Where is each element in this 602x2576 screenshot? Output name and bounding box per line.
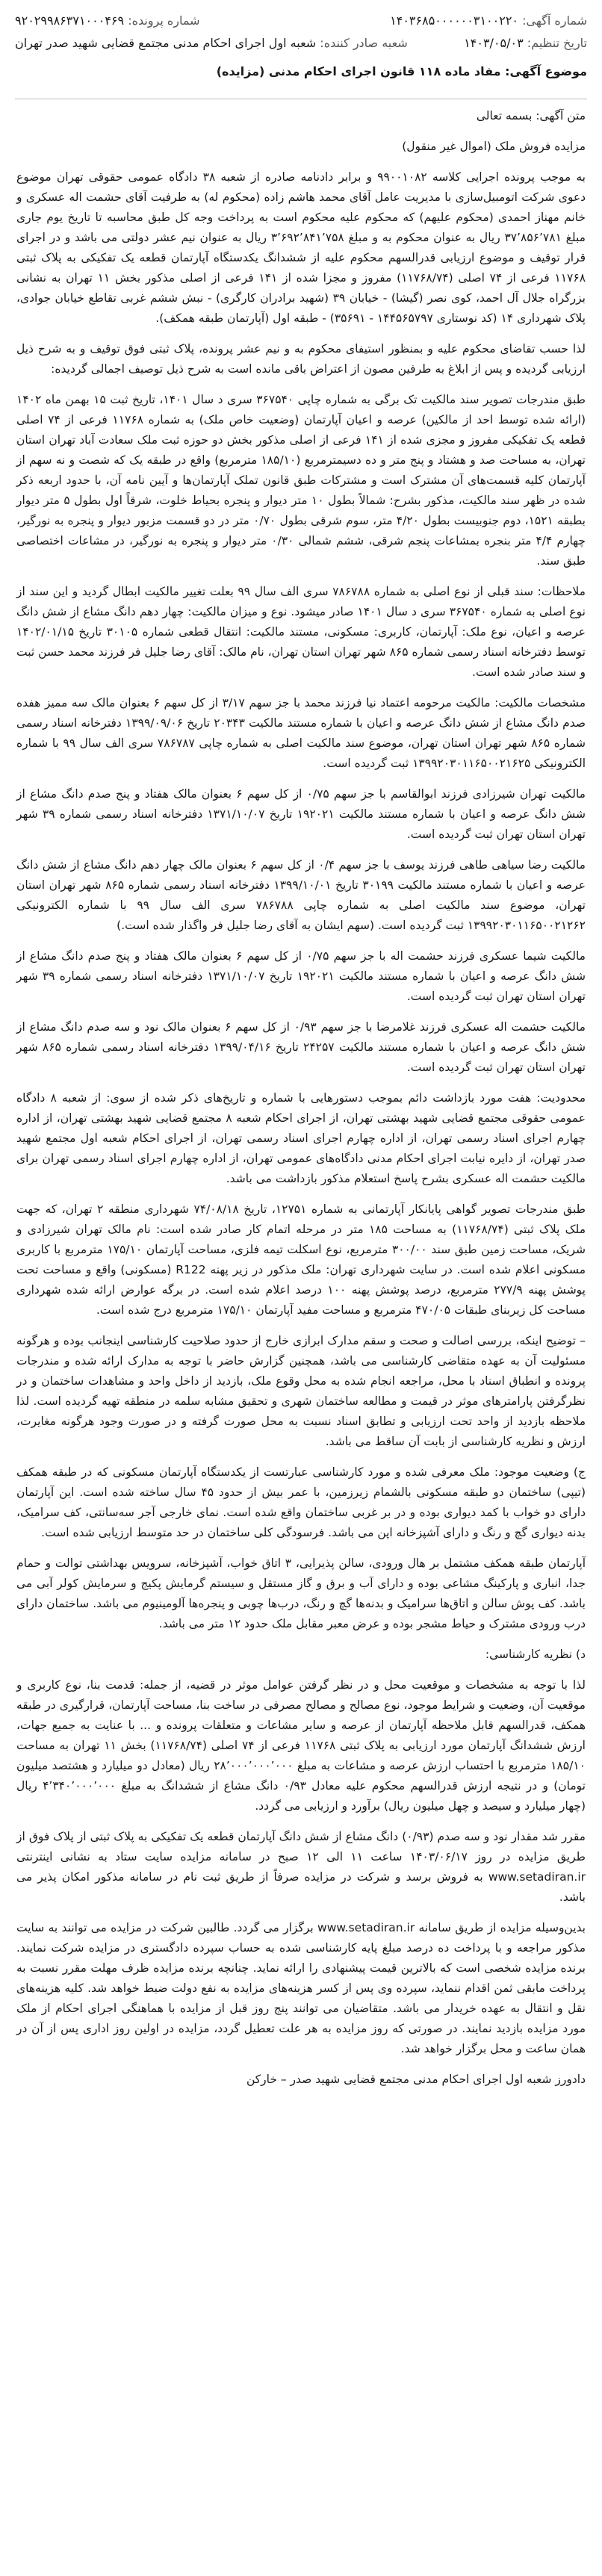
notice-number (390, 13, 587, 28)
notice-date (464, 36, 587, 50)
issuer-label: شعبه صادر کننده: (320, 36, 408, 50)
text-label: متن آگهی: بسمه تعالی (476, 109, 586, 122)
paragraph: مالکیت شیما عسکری فرزند حشمت اله با جز سهم ۰/۷۵ از کل سهم ۶ بعنوان مالک هفتاد و پنج صدم دانگ مشاع از شش دانگ عرصه و اعیان با شماره مستند مالکیت ۱۹۲۰۲۱ تاریخ ۱۳۷۱/۱۰/۰۷ دفترخانه اسناد رسمی شماره ۳۹ شهر تهران استان تهران ثبت گردیده است. (16, 949, 586, 1003)
issuer (15, 36, 408, 50)
paragraph: مالکیت رضا سیاهی طاهی فرزند یوسف با جز سهم ۰/۴ از کل سهم ۶ بعنوان مالک چهار دهم دانگ مشاع از شش دانگ عرصه و اعیان با شماره مستند مالکیت ۳۰۱۹۹ تاریخ ۱۳۹۹/۱۰/۰۱ دفترخانه اسناد رسمی شماره ۸۶۵ شهر تهران استان تهران، موضوع سند مالکیت اصلی به شماره چاپی ۷۸۶۷۸۸ سری الف سال ۹۹ با شماره الکترونیکی ۱۳۹۹۲۰۳۰۱۱۶۵۰۰۲۱۲۶۲ ثبت گردیده است. (سهم ایشان به آقای رضا جلیل فر واگذار شده است.) (16, 858, 586, 932)
signature: دادورز شعبه اول اجرای احکام مدنی مجتمع قضایی شهید صدر – خارکن (246, 2073, 586, 2086)
notice-header (15, 13, 587, 94)
paragraph: آپارتمان طبقه همکف مشتمل بر هال ورودی، سالن پذیرایی، ۳ اتاق خواب، آشپزخانه، سرویس بهداشتی توالت و حمام جدا، انباری و پارکینگ مشاعی بوده و دارای آب و برق و گاز مستقل و سیستم گرمایش پکیج و سرمایش کولر آبی می باشد. کف پوش سالن و اتاق‌ها سرامیک و بدنه‌ها گچ و رنگ، درب‌ها چوبی و پنجره‌ها آلومینیوم می باشد. ساختمان دارای درب ورودی مشترک و حیاط مشجر بوده و عرض معبر مقابل ملک حدود ۱۲ متر می باشد. (16, 1557, 586, 1630)
file-number-value: ۹۲۰۲۹۹۸۶۳۷۱۰۰۰۴۶۹ (15, 13, 125, 28)
notice-date-label: تاریخ تنظیم: (527, 36, 587, 50)
paragraph: طبق مندرجات تصویر گواهی پایانکار آپارتمانی به شماره ۱۲۷۵۱، تاریخ ۷۴/۰۸/۱۸ شهرداری منطقه ۲ تهران، که جهت ملک پلاک ثبتی (۱۱۷۶۸/۷۴) به مساحت ۱۸۵ متر در مرحله اتمام کار صادر شده است: نام مالک تهران شیرزادی و شریک، مساحت زمین طبق سند ۳۰۰/۰۰ مترمربع، نوع اسکلت تیمه فلزی، مساحت آپارتمان ۱۷۵/۱۰ مترمربع با کاربری مسکونی اعلام شده است. در سایت شهرداری تهران: ملک مذکور در زیر پهنه R122 (مسکونی) واقع و مساحت تحت پوشش پهنه ۲۷۷/۹ مترمربع، درصد پوشش پهنه ۱۰۰ درصد اعلام شده است. در برگه عوارض ارائه شده شهرداری مساحت کل زیربنای طبقات ۴۷۰/۰۵ مترمربع و مساحت مفید آپارتمان ۱۷۵/۱۰ مترمربع درج شده است. (16, 1202, 586, 1317)
paragraph: – توضیح اینکه، بررسی اصالت و صحت و سقم مدارک ابرازی خارج از حدود صلاحیت کارشناسی اینجانب بوده و هرگونه مسئولیت آن به عهده متقاضی کارشناسی می باشد، همچنین گزارش حاضر با توجه به مدارک ارائه شده و مندرجات پرونده و انطباق اسناد با محل، مراجعه انجام شده به محل وقوع ملک، بازدید از داخل واحد و مشاهدات ساختمان و در نظرگرفتن پارامترهای موثر در قیمت و مطالعه ساختمان شهری و تحقیق مشابه سلمه در منطقه تهیه گردیده است. لذا ملاحظه بازدید از واحد تحت ارزیابی و تطابق اسناد نسبت به محل صورت گرفته و در صورت وجود هرگونه مغایرت، ارزش و نظریه کارشناسی از بابت آن ساقط می باشد. (16, 1334, 586, 1448)
paragraph: محدودیت: هفت مورد بازداشت دائم بموجب دستورهایی با شماره و تاریخ‌های ذکر شده از سوی: از شعبه ۸ دادگاه عمومی حقوقی مجتمع قضایی شهید بهشتی تهران، از اجرای احکام شعبه ۸ مجتمع قضایی شهید بهشتی تهران، از اداره چهارم اجرای اسناد رسمی تهران، از اداره چهارم اجرای اسناد رسمی تهران، از اجرای احکام شعبه اول مجتمع شهید صدر تهران، از دایره نیابت اجرای احکام مدنی دادگاه‌های عمومی تهران، از اداره چهارم اجرای اسناد رسمی تهران برای مالکیت حشمت اله عسکری بشرح پاسخ استعلام مذکور بازداشت می باشد. (16, 1091, 586, 1185)
paragraph: لذا حسب تقاضای محکوم علیه و بمنظور استیفای محکوم به و نیم عشر پرونده، پلاک ثبتی فوق توقیف و به شرح ذیل ارزیابی گردیده و پس از ابلاغ به طرفین مصون از اعتراض باقی مانده است به شرح ذیل توصیف اجمالی گردیده: (16, 342, 586, 376)
paragraph: طبق مندرجات تصویر سند مالکیت تک برگی به شماره چاپی ۳۶۷۵۴۰ سری د سال ۱۴۰۱، تاریخ ثبت ۱۵ بهمن ماه ۱۴۰۲ (ارائه شده توسط احد از مالکین) عرصه و اعیان آپارتمان (وضعیت خاص ملک) به شماره ۱۱۷۶۸ فرعی از ۷۴ اصلی قطعه یک تفکیکی مفروز و مجزی شده از ۱۴۱ فرعی از اصلی مذکور بخش دو حوزه ثبت ملک سعادت آباد تهران استان تهران، به مساحت صد و هشتاد و پنج متر و ده دسیمترمربع (۱۸۵/۱۰ مترمربع) واقع در طبقه یک که شصت و نه سهم از آپارتمان کلیه قسمت‌های آن مشترک است و مشترکات طبق قانون تملک آپارتمان‌ها و آیین نامه آن، با حدود اربعه ذکر شده در ظهر سند مالکیت، مذکور بشرح: شمالاً بطول ۱۰ متر دیوار و پنجره بحیاط خلوت، شرقاً اول بطول ۵ متر دیوار بطبقه ۱۵۲۱، دوم جنوبیست بطول ۴/۲۰ متر، سوم شرقی بطول ۰/۷۰ متر در دو قسمت مزبور دیوار و پنجره به نورگیر، چهارم ۴/۴ متر بنجره بمشاعات پنجم شرقی، ششم شمالی ۰/۳۰ متر دیوار و پنجره به نورگیر، در مشاعات اختصاصی طبق سند. (16, 393, 586, 568)
notice-date-value: ۱۴۰۳/۰۵/۰۳ (464, 36, 524, 50)
paragraph: مشخصات مالکیت: مالکیت مرحومه اعتماد نیا فرزند محمد با جز سهم ۳/۱۷ از کل سهم ۶ بعنوان مالک سه ممیز هفده صدم دانگ مشاع از شش دانگ عرصه و اعیان با شماره مستند مالکیت ۲۰۳۴۳ تاریخ ۱۳۹۹/۰۹/۰۶ دفترخانه اسناد رسمی شماره ۸۶۵ شهر تهران استان تهران، موضوع سند مالکیت اصلی به شماره چاپی ۷۸۶۷۸۷ سری الف سال ۹۹ با شماره الکترونیکی ۱۳۹۹۲۰۳۰۱۱۶۵۰۰۲۱۶۲۵ ثبت گردیده است. (16, 696, 586, 770)
paragraph: بدین‌وسیله مزایده از طریق سامانه www.setadiran.ir برگزار می گردد. طالبین شرکت در مزایده می توانند به سایت مذکور مراجعه و با پرداخت ده درصد مبلغ پایه کارشناسی شده به حساب سپرده دادگستری در مزایده شرکت نمایند. برنده مزایده شخصی است که بالاترین قیمت پیشنهادی را ارائه نماید. چنانچه برنده مزایده ظرف مهلت مقرر نسبت به پرداخت مابقی ثمن اقدام ننماید، سپرده وی پس از کسر هزینه‌های مزایده به نفع دولت ضبط خواهد شد. کلیه هزینه‌های نقل و انتقال به عهده خریدار می باشد. متقاضیان می توانند پنج روز قبل از مزایده با هماهنگی اجرای احکام از ملک مورد مزایده بازدید نمایند. در صورتی که روز مزایده به هر علت تعطیل گردد، مزایده در اولین روز اداری پس از آن در همان ساعت و محل برگزار خواهد شد. (16, 1921, 586, 2055)
notice-subject: موضوع آگهی: مفاد ماده ۱۱۸ قانون اجرای احکام مدنی (مزایده) (216, 64, 587, 78)
paragraph: مالکیت حشمت اله عسکری فرزند غلامرضا با جز سهم ۰/۹۳ از کل سهم ۶ بعنوان مالک نود و سه صدم دانگ مشاع از شش دانگ عرصه و اعیان با شماره مستند مالکیت ۲۴۲۵۷ تاریخ ۱۳۹۹/۰۴/۱۶ دفترخانه اسناد رسمی شماره ۸۶۵ شهر تهران استان تهران ثبت گردیده است. (16, 1020, 586, 1074)
paragraph: لذا با توجه به مشخصات و موقعیت محل و در نظر گرفتن عوامل موثر در قضیه، از جمله: قدمت بنا، نوع کاربری و موقعیت آن، وضعیت و شرایط موجود، نوع مصالح و مصالح مصرفی در ساخت بنا، مساحت آپارتمان، قرارگیری در طبقه همکف، قدرالسهم قابل ملاحظه آپارتمان از عرصه و سایر مشاعات و متعلقات پرونده و ... با عنایت به جمیع جهات، ارزش ششدانگ آپارتمان مورد ارزیابی به پلاک ثبتی ۱۱۷۶۸ فرعی از ۷۴ اصلی (۱۱۷۶۸/۷۴) بخش ۱۱ تهران به مساحت ۱۸۵/۱۰ مترمربع با احتساب ارزش عرصه و مشاعات به مبلغ ۲۸٬۰۰۰٬۰۰۰٬۰۰۰ ریال (معادل دو میلیارد و هشتصد میلیون تومان) و در نتیجه ارزش قدرالسهم محکوم علیه معادل ۰/۹۳ دانگ مشاع از ششدانگ به مبلغ ۴٬۳۴۰٬۰۰۰٬۰۰۰ ریال (چهار میلیارد و سیصد و چهل میلیون ریال) برآورد و ارزیابی می گردد. (16, 1678, 586, 1813)
paragraph: مقرر شد مقدار نود و سه صدم (۰/۹۳) دانگ مشاع از شش دانگ آپارتمان قطعه یک تفکیکی به پلاک ثبتی از پلاک فوق از طریق مزایده در روز ۱۴۰۳/۰۶/۱۷ ساعت ۱۱ الی ۱۲ صبح در سامانه مزایده سایت ستاد به نشانی اینترنتی www.setadiran.ir به فروش برسد و شرکت در مزایده صرفاً از طریق ثبت نام در سامانه مذکور امکان پذیر می باشد. (16, 1830, 586, 1904)
paragraph: به موجب پرونده اجرایی کلاسه ۹۹۰۰۱۰۸۲ و برابر دادنامه صادره از شعبه ۳۸ دادگاه عمومی حقوقی تهران موضوع دعوی شرکت اتومبیل‌سازی با مدیریت عامل آقای محمد هاشم زاده (محکوم له) به طرفیت آقای حشمت اله عسکری و خانم مهناز احمدی (محکوم علیهم) که محکوم علیه محکوم است به پرداخت وجه کل طبق محاسبه تا تاریخ یوم جاری مبلغ ۳۷٬۸۵۶٬۷۸۱ ریال به عنوان محکوم به و مبلغ ۳٬۶۹۲٬۸۴۱٬۷۵۸ ریال به عنوان نیم عشر دولتی می باشد و در اجرای قرار توقیف و موضوع ارزیابی قدرالسهم محکوم علیه از ششدانگ یکدستگاه آپارتمان قطعه یک تفکیکی به پلاک ثبتی ۱۱۷۶۸ فرعی از ۷۴ اصلی (۱۱۷۶۸/۷۴) مفروز و مجزا شده از ۱۴۱ فرعی از اصلی مذکور بخش ۱۱ تهران به نشانی بزرگراه جلال آل احمد، کوی نصر (گیشا) - خیابان ۳۹ (شهید برادران کارگری) - نبش ششم غربی تقاطع خیابان جوادی، پلاک شهرداری ۱۴ (کد نوستاری ۱۴۴۵۶۵۷۹۷ - ۳۵۶۹۱) - طبقه اول (آپارتمان طبقه همکف). (16, 170, 586, 325)
paragraph: د) نظریه کارشناسی: (485, 1648, 586, 1661)
file-number (15, 13, 200, 28)
file-number-label: شماره پرونده: (128, 13, 200, 28)
paragraph: ملاحظات: سند قبلی از نوع اصلی به شماره ۷۸۶۷۸۸ سری الف سال ۹۹ بعلت تغییر مالکیت ابطال گردید و این سند از نوع اصلی به شماره ۳۶۷۵۴۰ سری د سال ۱۴۰۱ صادر میشود. نوع و میزان مالکیت: چهار دهم دانگ مشاع از شش دانگ عرصه و اعیان، نوع ملک: آپارتمان، کاربری: مسکونی، مستند مالکیت: انتقال قطعی شماره ۳۰۱۰۵ تاریخ ۱۴۰۲/۰۱/۱۵ توسط دفترخانه اسناد رسمی شماره ۸۶۵ شهر تهران استان تهران، نام مالک: آقای رضا جلیل فر فرزند محمد حسن ثبت و سند صادر شده است. (16, 585, 586, 679)
notice-number-label: شماره آگهی: (522, 13, 587, 28)
notice-number-value: ۱۴۰۳۶۸۵۰۰۰۰۰۰۳۱۰۰۲۲۰ (390, 13, 519, 28)
notice-body (16, 106, 586, 2100)
notice-title: مزایده فروش ملک (اموال غیر منقول) (402, 140, 586, 153)
paragraph: مالکیت تهران شیرزادی فرزند ابوالقاسم با جز سهم ۰/۷۵ از کل سهم ۶ بعنوان مالک هفتاد و پنج صدم دانگ مشاع از شش دانگ عرصه و اعیان با شماره مستند مالکیت ۱۹۲۰۲۱ تاریخ ۱۳۷۱/۱۰/۰۷ دفترخانه اسناد رسمی شماره ۳۹ شهر تهران استان تهران ثبت گردیده است. (16, 787, 586, 841)
issuer-value: شعبه اول اجرای احکام مدنی مجتمع قضایی شهید صدر تهران (15, 36, 317, 50)
paragraph: ج) وضعیت موجود: ملک معرفی شده و مورد کارشناسی عبارتست از یکدستگاه آپارتمان مسکونی که در طبقه همکف (تیپی) ساختمان دو طبقه مسکونی بالشمام زیرزمین، با عمر بیش از حدود ۴۵ سال ساخته شده است. این آپارتمان دارای دو خواب با کمد دیواری بوده و در بر غربی ساختمان واقع شده است. نمای خارجی آجر سه‌سانتی، کف سرامیک، بدنه دیواری گچ و رنگ و دارای آشپزخانه اپن می باشد. فرسودگی کلی ساختمان در حد متوسط ارزیابی شده است. (16, 1465, 586, 1539)
